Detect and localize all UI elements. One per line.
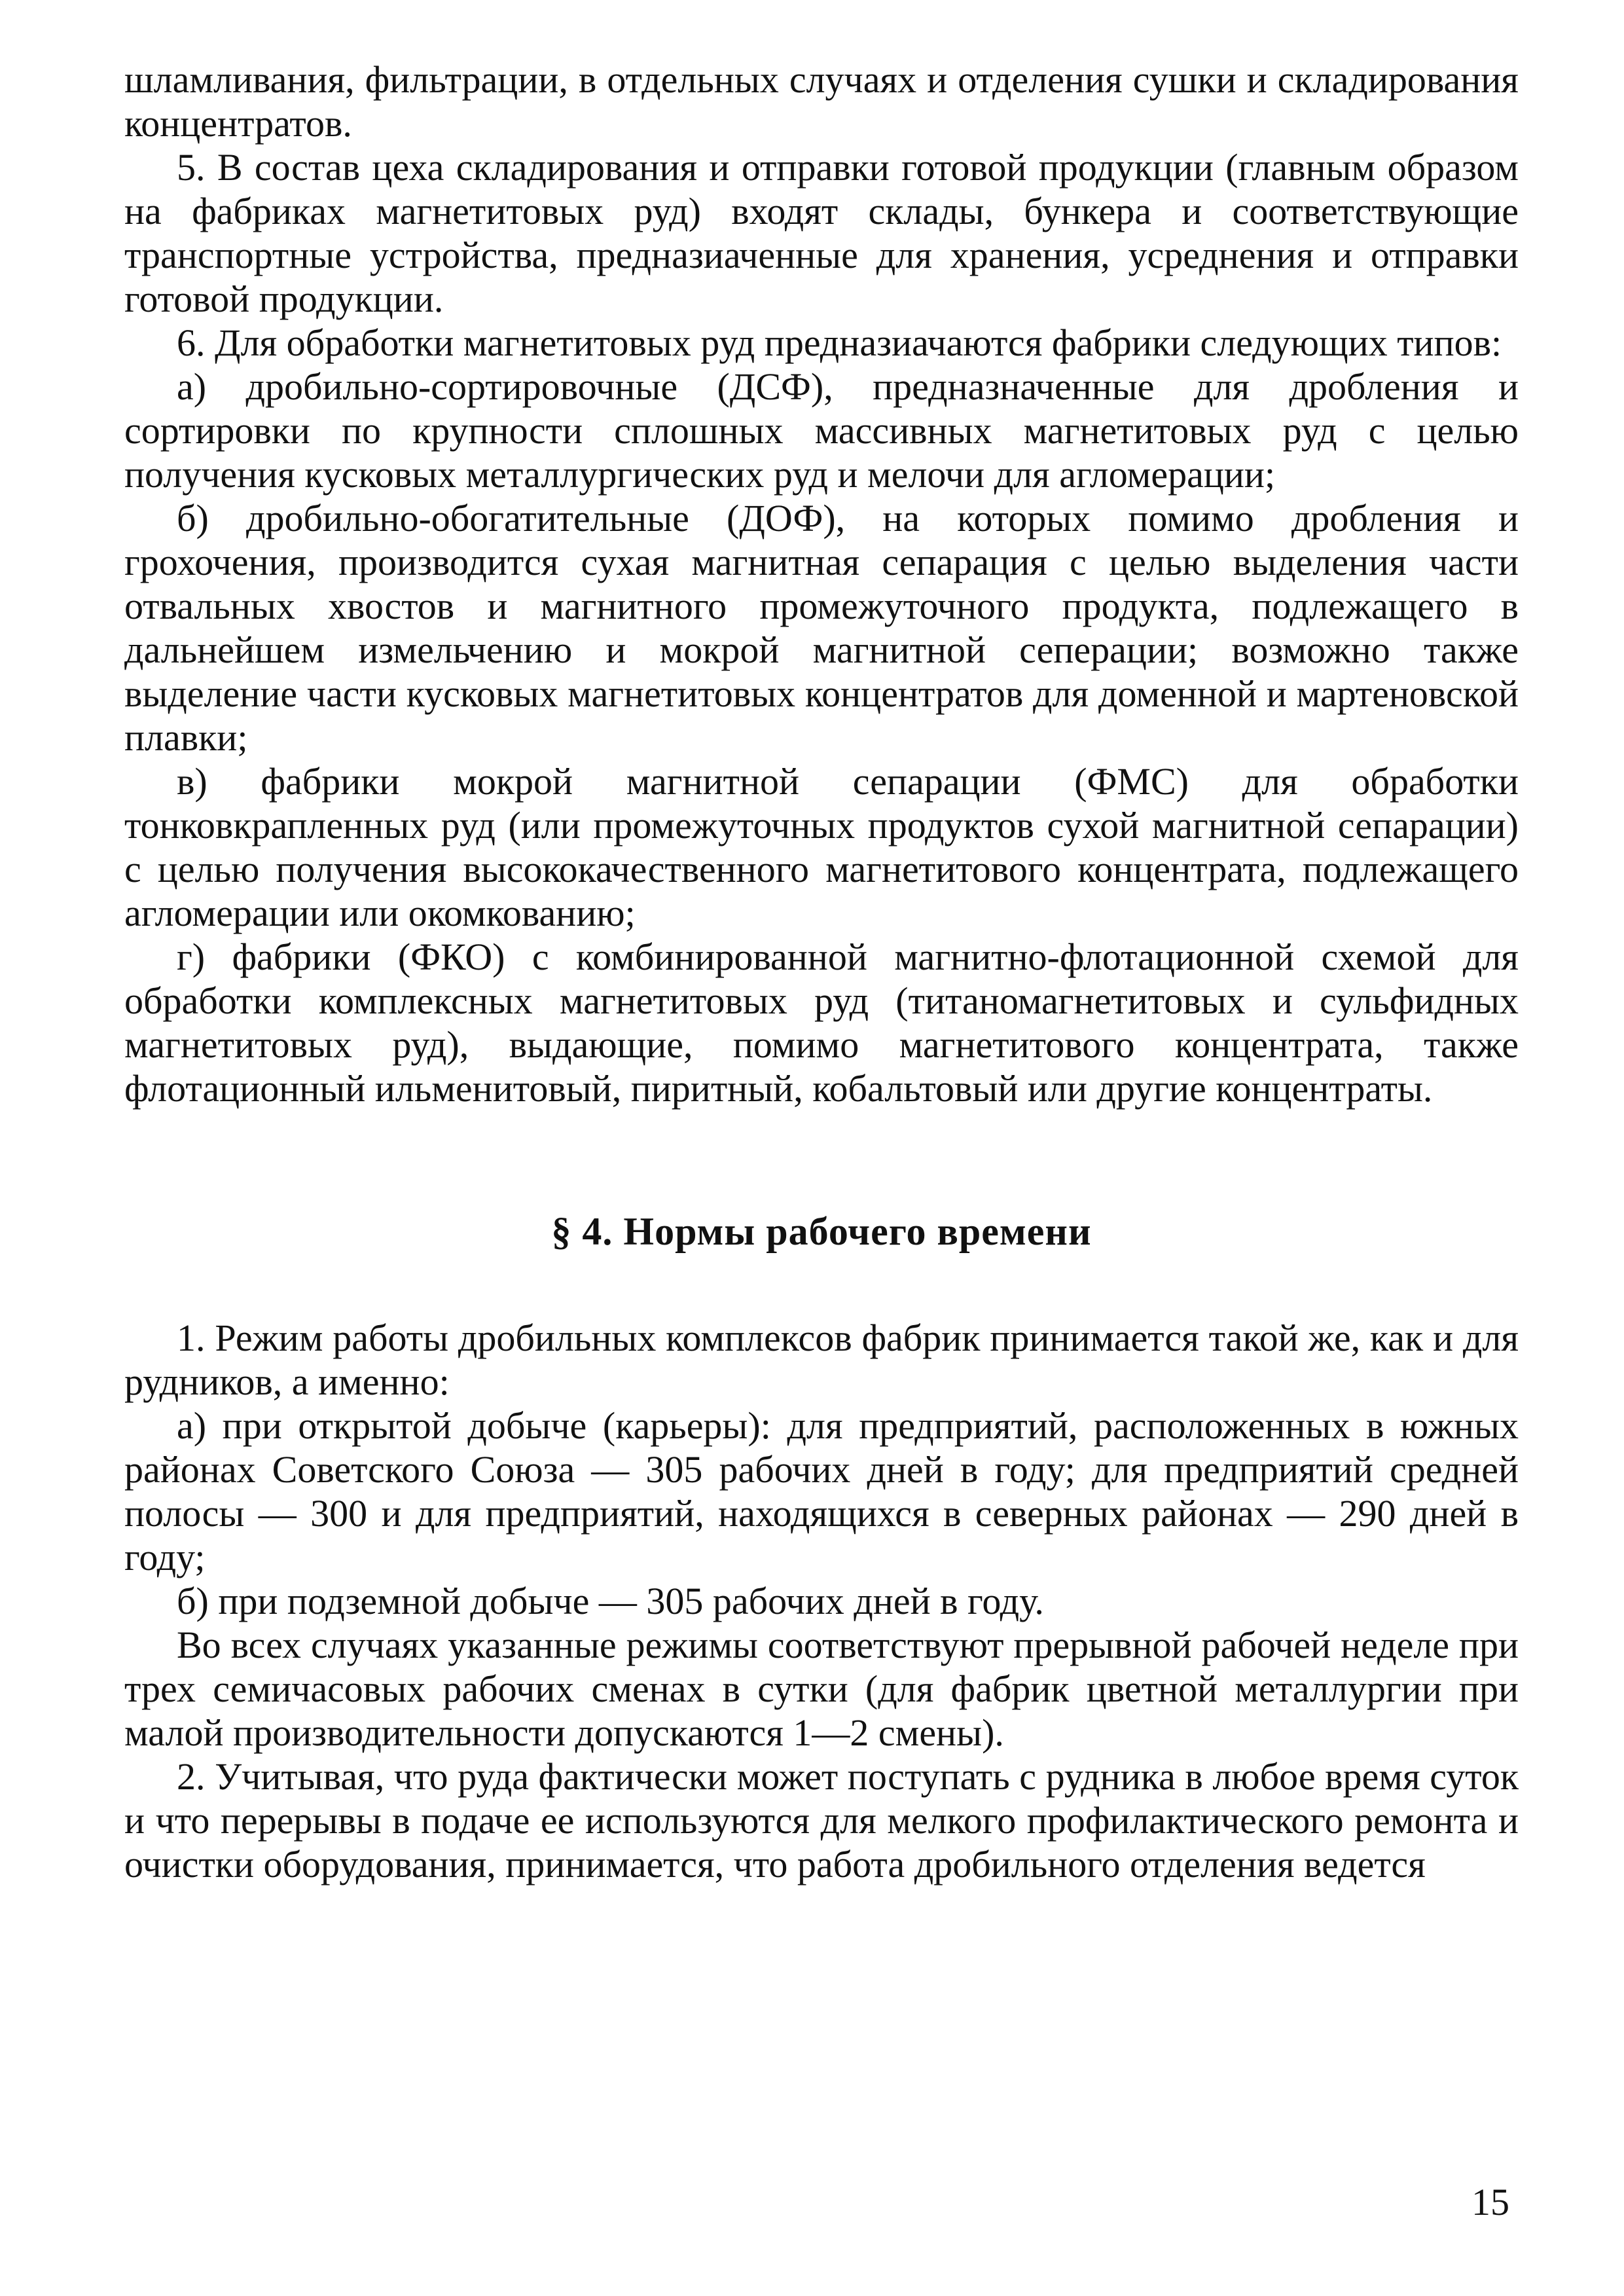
paragraph-item-5: 5. В состав цеха складирования и отправки готовой продукции (главным образом на фабриках магнетитовых руд) входят склады, бункера и соответствующие транспортные устройства, предназиаченные для хранения, усреднения и отправки готовой продукции. bbox=[124, 146, 1519, 320]
section-heading: § 4. Нормы рабочего времени bbox=[551, 1210, 1092, 1253]
paragraph-item-1b: б) при подземной добыче — 305 рабочих дней в году. bbox=[177, 1580, 1044, 1622]
paragraph-continuation: шламливания, фильтрации, в отдельных случаях и отделения сушки и складирования концентратов. bbox=[124, 58, 1519, 145]
paragraph-item-6a: а) дробильно-сортировочные (ДСФ), предназначенные для дробления и сортировки по крупности сплошных массивных магнетитовых руд с целью получения кусковых металлургических руд и мелочи для агломерации; bbox=[124, 365, 1519, 496]
paragraph-all-cases: Во всех случаях указанные режимы соответствуют прерывной рабочей неделе при трех семичасовых рабочих сменах в сутки (для фабрик цветной металлургии при малой производительности допускаются 1—2 смены). bbox=[124, 1624, 1519, 1754]
document-page bbox=[124, 58, 1519, 1886]
paragraph-item-2: 2. Учитывая, что руда фактически может поступать с рудника в любое время суток и что перерывы в подаче ее используются для мелкого профилактического ремонта и очистки оборудования, принимается, что работа дробильного отделения ведется bbox=[124, 1755, 1519, 1886]
paragraph-item-1a: а) при открытой добыче (карьеры): для предприятий, расположенных в южных районах Советского Союза — 305 рабочих дней в году; для предприятий средней полосы — 300 и для предприятий, находящихся в северных районах — 290 дней в году; bbox=[124, 1404, 1519, 1578]
paragraph-item-6g: г) фабрики (ФКО) с комбинированной магнитно-флотационной схемой для обработки комплексных магнетитовых руд (титаномагнетитовых и сульфидных магнетитовых руд), выдающие, помимо магнетитового концентрата, также флотационный ильменитовый, пиритный, кобальтовый или другие концентраты. bbox=[124, 936, 1519, 1110]
page-number: 15 bbox=[1471, 2181, 1509, 2223]
paragraph-item-6: 6. Для обработки магнетитовых руд предназиачаются фабрики следующих типов: bbox=[177, 321, 1502, 364]
paragraph-item-1: 1. Режим работы дробильных комплексов фабрик принимается такой же, как и для рудников, а именно: bbox=[124, 1317, 1519, 1403]
paragraph-item-6v: в) фабрики мокрой магнитной сепарации (ФМС) для обработки тонковкрапленных руд (или промежуточных продуктов сухой магнитной сепарации) с целью получения высококачественного магнетитового концентрата, подлежащего агломерации или окомкованию; bbox=[124, 760, 1519, 934]
paragraph-item-6b: б) дробильно-обогатительные (ДОФ), на которых помимо дробления и грохочения, производится сухая магнитная сепарация с целью выделения части отвальных хвостов и магнитного промежуточного продукта, подлежащего в дальнейшем измельчению и мокрой магнитной сеперации; возможно также выделение части кусковых магнетитовых концентратов для доменной и мартеновской плавки; bbox=[124, 497, 1519, 759]
